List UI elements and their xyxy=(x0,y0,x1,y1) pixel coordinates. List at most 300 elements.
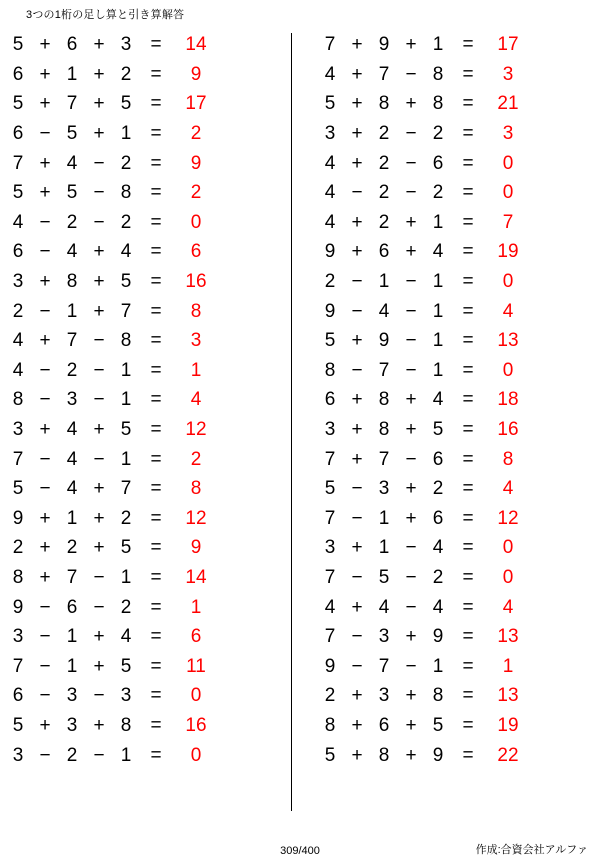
operator-2: + xyxy=(405,626,417,648)
answer-value: 6 xyxy=(190,241,202,263)
problem-row xyxy=(6,563,296,593)
operand-3: 1 xyxy=(120,744,132,766)
equals-sign: = xyxy=(462,685,474,707)
problem-row xyxy=(318,681,596,711)
problem-row xyxy=(6,651,296,681)
problem-row xyxy=(318,148,596,178)
operand-1: 3 xyxy=(12,744,24,766)
problem-row xyxy=(318,444,596,474)
operand-3: 1 xyxy=(432,271,444,293)
operator-1: − xyxy=(39,300,51,322)
answer-value: 22 xyxy=(497,744,519,766)
operand-2: 2 xyxy=(378,152,390,174)
operand-3: 3 xyxy=(120,685,132,707)
operand-3: 1 xyxy=(432,34,444,56)
problem-row xyxy=(318,385,596,415)
problem-row xyxy=(318,651,596,681)
operand-1: 4 xyxy=(324,211,336,233)
problem-row xyxy=(318,178,596,208)
operator-1: + xyxy=(39,182,51,204)
equals-sign: = xyxy=(150,566,162,588)
answer-value: 2 xyxy=(190,123,202,145)
problem-row xyxy=(318,592,596,622)
operand-2: 4 xyxy=(66,419,78,441)
operand-1: 7 xyxy=(324,34,336,56)
answer-value: 1 xyxy=(502,655,514,677)
operand-1: 9 xyxy=(324,241,336,263)
equals-sign: = xyxy=(150,330,162,352)
operand-3: 8 xyxy=(432,93,444,115)
operand-3: 5 xyxy=(120,93,132,115)
operator-2: + xyxy=(93,655,105,677)
problem-row xyxy=(6,474,296,504)
operand-1: 5 xyxy=(12,714,24,736)
operator-1: − xyxy=(39,123,51,145)
operand-1: 9 xyxy=(324,300,336,322)
operand-2: 2 xyxy=(378,123,390,145)
operator-1: − xyxy=(351,359,363,381)
equals-sign: = xyxy=(462,123,474,145)
operator-1: − xyxy=(39,448,51,470)
operand-1: 2 xyxy=(12,537,24,559)
operand-2: 4 xyxy=(66,448,78,470)
answer-value: 0 xyxy=(190,211,202,233)
operator-1: + xyxy=(39,566,51,588)
operand-2: 9 xyxy=(378,34,390,56)
operand-3: 1 xyxy=(432,359,444,381)
operand-2: 3 xyxy=(378,478,390,500)
operand-2: 4 xyxy=(66,241,78,263)
operand-1: 5 xyxy=(324,478,336,500)
problem-row xyxy=(318,504,596,534)
operator-1: + xyxy=(351,389,363,411)
operand-2: 7 xyxy=(66,566,78,588)
operand-1: 3 xyxy=(12,419,24,441)
operator-2: + xyxy=(93,63,105,85)
operator-2: − xyxy=(93,685,105,707)
equals-sign: = xyxy=(462,93,474,115)
operand-3: 1 xyxy=(432,211,444,233)
operand-3: 8 xyxy=(120,714,132,736)
operand-1: 8 xyxy=(324,359,336,381)
answer-value: 0 xyxy=(502,271,514,293)
operator-2: − xyxy=(405,300,417,322)
operand-2: 6 xyxy=(378,241,390,263)
equals-sign: = xyxy=(150,211,162,233)
operator-1: + xyxy=(39,271,51,293)
equals-sign: = xyxy=(462,626,474,648)
answer-value: 3 xyxy=(190,330,202,352)
operand-3: 8 xyxy=(432,685,444,707)
problem-row xyxy=(6,237,296,267)
answer-value: 3 xyxy=(502,63,514,85)
problem-row xyxy=(6,30,296,60)
equals-sign: = xyxy=(150,389,162,411)
equals-sign: = xyxy=(462,182,474,204)
problem-row xyxy=(6,622,296,652)
equals-sign: = xyxy=(150,537,162,559)
answer-value: 4 xyxy=(502,300,514,322)
operator-2: − xyxy=(405,63,417,85)
operator-1: − xyxy=(39,685,51,707)
operand-1: 2 xyxy=(324,685,336,707)
operator-1: − xyxy=(351,182,363,204)
problem-row xyxy=(6,178,296,208)
operand-2: 1 xyxy=(66,300,78,322)
operator-1: + xyxy=(351,744,363,766)
answer-value: 13 xyxy=(497,685,519,707)
problem-row xyxy=(6,385,296,415)
operator-2: − xyxy=(405,566,417,588)
operator-1: + xyxy=(351,241,363,263)
operator-1: + xyxy=(39,714,51,736)
operator-2: − xyxy=(93,330,105,352)
operator-2: + xyxy=(93,478,105,500)
right-column xyxy=(300,30,600,820)
operand-2: 2 xyxy=(66,744,78,766)
equals-sign: = xyxy=(462,389,474,411)
answer-value: 16 xyxy=(185,714,207,736)
operand-3: 7 xyxy=(120,478,132,500)
operand-2: 1 xyxy=(378,537,390,559)
problem-row xyxy=(6,326,296,356)
problem-row xyxy=(6,444,296,474)
operand-3: 4 xyxy=(120,626,132,648)
operand-1: 3 xyxy=(12,626,24,648)
operand-3: 4 xyxy=(432,596,444,618)
operand-1: 4 xyxy=(324,182,336,204)
operator-2: + xyxy=(405,478,417,500)
operator-2: − xyxy=(405,271,417,293)
operator-2: + xyxy=(93,300,105,322)
answer-value: 14 xyxy=(185,566,207,588)
problem-row xyxy=(6,504,296,534)
answer-value: 4 xyxy=(190,389,202,411)
operand-2: 8 xyxy=(378,744,390,766)
problem-row xyxy=(318,533,596,563)
operator-2: − xyxy=(405,596,417,618)
problem-row xyxy=(318,474,596,504)
operand-2: 3 xyxy=(378,685,390,707)
problem-row xyxy=(318,30,596,60)
operand-3: 3 xyxy=(120,34,132,56)
equals-sign: = xyxy=(462,34,474,56)
operand-2: 8 xyxy=(378,419,390,441)
operator-2: + xyxy=(405,419,417,441)
operator-2: − xyxy=(93,359,105,381)
operand-1: 4 xyxy=(12,359,24,381)
operator-2: − xyxy=(405,123,417,145)
operand-1: 5 xyxy=(324,744,336,766)
operand-3: 6 xyxy=(432,448,444,470)
operand-2: 1 xyxy=(66,655,78,677)
operand-1: 3 xyxy=(324,123,336,145)
operand-1: 2 xyxy=(12,300,24,322)
operand-2: 2 xyxy=(66,537,78,559)
problem-row xyxy=(318,296,596,326)
operator-2: + xyxy=(405,744,417,766)
operator-1: − xyxy=(39,241,51,263)
operator-1: − xyxy=(351,626,363,648)
operand-3: 9 xyxy=(432,744,444,766)
answer-value: 12 xyxy=(497,507,519,529)
operator-1: + xyxy=(351,34,363,56)
equals-sign: = xyxy=(462,211,474,233)
answer-value: 13 xyxy=(497,330,519,352)
operator-2: − xyxy=(405,655,417,677)
operator-2: + xyxy=(93,419,105,441)
operator-2: − xyxy=(93,152,105,174)
operand-2: 5 xyxy=(378,566,390,588)
operand-2: 4 xyxy=(66,478,78,500)
operator-2: + xyxy=(405,714,417,736)
answer-value: 4 xyxy=(502,478,514,500)
operand-1: 5 xyxy=(324,93,336,115)
operator-1: + xyxy=(351,211,363,233)
equals-sign: = xyxy=(462,271,474,293)
operand-1: 7 xyxy=(324,566,336,588)
problem-row xyxy=(6,89,296,119)
operand-3: 7 xyxy=(120,300,132,322)
operand-2: 3 xyxy=(66,685,78,707)
operator-2: − xyxy=(405,182,417,204)
problem-row xyxy=(6,208,296,238)
equals-sign: = xyxy=(150,63,162,85)
equals-sign: = xyxy=(150,655,162,677)
operator-1: − xyxy=(351,566,363,588)
operator-2: + xyxy=(93,241,105,263)
equals-sign: = xyxy=(150,507,162,529)
answer-value: 3 xyxy=(502,123,514,145)
operand-3: 5 xyxy=(120,537,132,559)
operand-2: 4 xyxy=(66,152,78,174)
operator-1: + xyxy=(39,152,51,174)
operand-3: 1 xyxy=(432,330,444,352)
operator-1: − xyxy=(351,300,363,322)
answer-value: 9 xyxy=(190,63,202,85)
operand-2: 8 xyxy=(378,389,390,411)
problem-row xyxy=(318,740,596,770)
equals-sign: = xyxy=(462,63,474,85)
operator-1: + xyxy=(351,714,363,736)
equals-sign: = xyxy=(462,537,474,559)
operand-1: 8 xyxy=(324,714,336,736)
operand-3: 1 xyxy=(120,359,132,381)
answer-value: 16 xyxy=(185,271,207,293)
problem-row xyxy=(6,533,296,563)
operator-2: + xyxy=(93,507,105,529)
operand-1: 6 xyxy=(12,123,24,145)
operator-2: + xyxy=(93,34,105,56)
operator-1: − xyxy=(39,389,51,411)
operand-1: 9 xyxy=(12,596,24,618)
operator-2: + xyxy=(405,93,417,115)
equals-sign: = xyxy=(150,93,162,115)
answer-value: 0 xyxy=(502,359,514,381)
operand-1: 7 xyxy=(12,152,24,174)
operator-2: + xyxy=(405,507,417,529)
footer-credit: 作成:合資会社アルファ xyxy=(475,844,588,856)
answer-value: 1 xyxy=(190,596,202,618)
operator-2: + xyxy=(405,34,417,56)
operator-2: − xyxy=(93,566,105,588)
operand-3: 2 xyxy=(120,596,132,618)
operand-1: 8 xyxy=(12,566,24,588)
left-column xyxy=(0,30,300,820)
page-title: 3つの1桁の足し算と引き算解答 xyxy=(26,9,185,21)
operand-3: 5 xyxy=(120,419,132,441)
operator-1: + xyxy=(351,448,363,470)
operand-2: 3 xyxy=(378,626,390,648)
operand-1: 4 xyxy=(12,330,24,352)
equals-sign: = xyxy=(150,419,162,441)
answer-value: 17 xyxy=(497,34,519,56)
operator-2: − xyxy=(93,389,105,411)
operator-1: + xyxy=(351,93,363,115)
equals-sign: = xyxy=(150,685,162,707)
operand-2: 6 xyxy=(66,34,78,56)
problem-row xyxy=(6,119,296,149)
problem-row xyxy=(6,415,296,445)
operand-3: 1 xyxy=(120,566,132,588)
operator-1: − xyxy=(39,744,51,766)
equals-sign: = xyxy=(462,152,474,174)
operator-2: + xyxy=(93,714,105,736)
operator-1: − xyxy=(39,478,51,500)
operand-3: 2 xyxy=(120,211,132,233)
operand-1: 9 xyxy=(324,655,336,677)
answer-value: 13 xyxy=(497,626,519,648)
operand-2: 7 xyxy=(66,330,78,352)
operand-2: 3 xyxy=(66,389,78,411)
problem-row xyxy=(318,237,596,267)
equals-sign: = xyxy=(462,448,474,470)
operator-2: − xyxy=(405,359,417,381)
answer-value: 17 xyxy=(185,93,207,115)
operand-2: 7 xyxy=(378,655,390,677)
operator-2: + xyxy=(405,241,417,263)
equals-sign: = xyxy=(462,507,474,529)
equals-sign: = xyxy=(462,566,474,588)
operand-1: 6 xyxy=(324,389,336,411)
operand-2: 4 xyxy=(378,596,390,618)
answer-value: 7 xyxy=(502,211,514,233)
operand-3: 2 xyxy=(432,478,444,500)
operator-1: + xyxy=(351,596,363,618)
operand-1: 7 xyxy=(324,507,336,529)
answer-value: 14 xyxy=(185,34,207,56)
answer-value: 1 xyxy=(190,359,202,381)
operand-3: 8 xyxy=(120,182,132,204)
operand-2: 8 xyxy=(66,271,78,293)
operand-1: 5 xyxy=(324,330,336,352)
operator-1: + xyxy=(351,63,363,85)
answer-value: 21 xyxy=(497,93,519,115)
operator-1: + xyxy=(351,537,363,559)
equals-sign: = xyxy=(150,271,162,293)
answer-value: 8 xyxy=(502,448,514,470)
operand-2: 3 xyxy=(66,714,78,736)
operand-3: 1 xyxy=(120,389,132,411)
answer-value: 19 xyxy=(497,241,519,263)
equals-sign: = xyxy=(462,655,474,677)
operand-1: 6 xyxy=(12,685,24,707)
equals-sign: = xyxy=(150,34,162,56)
operand-3: 2 xyxy=(120,152,132,174)
problem-row xyxy=(318,119,596,149)
operand-2: 6 xyxy=(66,596,78,618)
answer-value: 0 xyxy=(190,685,202,707)
operand-1: 7 xyxy=(12,448,24,470)
equals-sign: = xyxy=(150,478,162,500)
answer-value: 2 xyxy=(190,448,202,470)
problem-row xyxy=(6,592,296,622)
problem-row xyxy=(318,267,596,297)
answer-value: 8 xyxy=(190,478,202,500)
operand-1: 4 xyxy=(12,211,24,233)
operand-1: 2 xyxy=(324,271,336,293)
equals-sign: = xyxy=(150,241,162,263)
operand-3: 4 xyxy=(432,537,444,559)
operator-1: − xyxy=(351,655,363,677)
equals-sign: = xyxy=(150,152,162,174)
answer-value: 0 xyxy=(502,182,514,204)
operator-1: − xyxy=(39,211,51,233)
operand-1: 3 xyxy=(12,271,24,293)
operator-1: − xyxy=(351,507,363,529)
operator-2: + xyxy=(93,93,105,115)
operator-1: + xyxy=(39,507,51,529)
answer-value: 4 xyxy=(502,596,514,618)
operator-1: − xyxy=(351,478,363,500)
operand-2: 7 xyxy=(66,93,78,115)
operand-3: 1 xyxy=(120,123,132,145)
operand-1: 8 xyxy=(12,389,24,411)
answer-value: 9 xyxy=(190,537,202,559)
answer-value: 8 xyxy=(190,300,202,322)
operator-2: − xyxy=(93,448,105,470)
answer-value: 0 xyxy=(502,537,514,559)
operand-2: 4 xyxy=(378,300,390,322)
operand-3: 1 xyxy=(120,448,132,470)
operator-2: − xyxy=(405,330,417,352)
operator-1: + xyxy=(39,419,51,441)
operator-1: + xyxy=(39,34,51,56)
operand-3: 1 xyxy=(432,655,444,677)
problem-row xyxy=(6,60,296,90)
operator-1: − xyxy=(39,596,51,618)
operand-2: 2 xyxy=(378,211,390,233)
operator-2: + xyxy=(405,389,417,411)
equals-sign: = xyxy=(150,182,162,204)
problem-row xyxy=(318,415,596,445)
problem-row xyxy=(6,267,296,297)
operand-2: 8 xyxy=(378,93,390,115)
operator-1: + xyxy=(351,152,363,174)
problem-row xyxy=(6,356,296,386)
operand-2: 1 xyxy=(66,507,78,529)
answer-value: 12 xyxy=(185,419,207,441)
problem-row xyxy=(318,356,596,386)
operand-3: 2 xyxy=(432,182,444,204)
operand-2: 2 xyxy=(66,359,78,381)
answer-value: 19 xyxy=(497,714,519,736)
operand-3: 2 xyxy=(120,63,132,85)
equals-sign: = xyxy=(462,419,474,441)
problem-row xyxy=(318,622,596,652)
operator-2: − xyxy=(405,537,417,559)
operand-2: 7 xyxy=(378,63,390,85)
